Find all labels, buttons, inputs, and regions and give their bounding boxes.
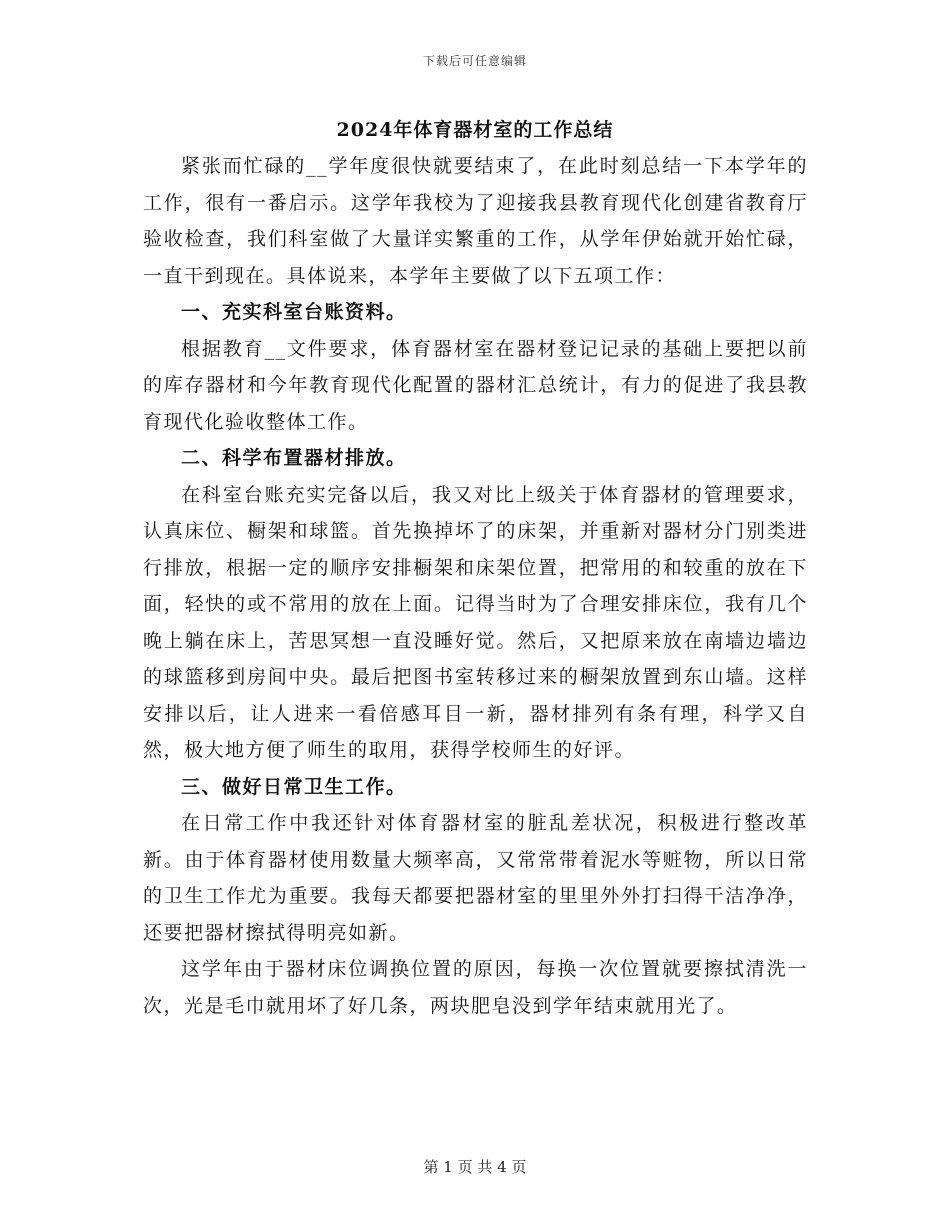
intro-paragraph: 紧张而忙碌的__学年度很快就要结束了，在此时刻总结一下本学年的工作，很有一番启示。这学年我校为了迎接我县教育现代化创建省教育厅验收检查，我们科室做了大量详实繁重的工作，从学年伊始就开始忙碌，一直干到现在。具体说来，本学年主要做了以下五项工作： — [143, 155, 808, 287]
section-3-paragraph-2: 这学年由于器材床位调换位置的原因，每换一次位置就要擦拭清洗一次，光是毛巾就用坏了好几条，两块肥皂没到学年结束就用光了。 — [143, 958, 808, 1017]
section-2-paragraph: 在科室台账充实完备以后，我又对比上级关于体育器材的管理要求，认真床位、橱架和球篮。首先换掉坏了的床架，并重新对器材分门别类进行排放，根据一定的顺序安排橱架和床架位置，把常用的和较重的放在下面，轻快的或不常用的放在上面。记得当时为了合理安排床位，我有几个晚上躺在床上，苦思冥想一直没睡好觉。然后，又把原来放在南墙边墙边的球篮移到房间中央。最后把图书室转移过来的橱架放置到东山墙。这样安排以后，让人进来一看倍感耳目一新，器材排列有条有理，科学又自然，极大地方便了师生的取用，获得学校师生的好评。 — [143, 483, 808, 761]
section-2-heading: 二、科学布置器材排放。 — [181, 447, 407, 469]
document-title: 2024年体育器材室的工作总结 — [336, 119, 614, 141]
document-body — [143, 148, 808, 1024]
section-3-paragraph-1: 在日常工作中我还针对体育器材室的脏乱差状况，积极进行整改革新。由于体育器材使用数量大频率高，又常常带着泥水等赃物，所以日常的卫生工作尤为重要。我每天都要把器材室的里里外外打扫得干洁净净，还要把器材擦拭得明亮如新。 — [143, 812, 808, 944]
section-3-heading: 三、做好日常卫生工作。 — [181, 775, 407, 798]
section-1-paragraph: 根据教育__文件要求，体育器材室在器材登记记录的基础上要把以前的库存器材和今年教育现代化配置的器材汇总统计，有力的促进了我县教育现代化验收整体工作。 — [143, 337, 808, 433]
page-number: 第 1 页 共 4 页 — [423, 1158, 527, 1176]
section-1-heading: 一、充实科室台账资料。 — [181, 301, 407, 323]
page-header-note: 下载后可任意编辑 — [422, 54, 527, 68]
